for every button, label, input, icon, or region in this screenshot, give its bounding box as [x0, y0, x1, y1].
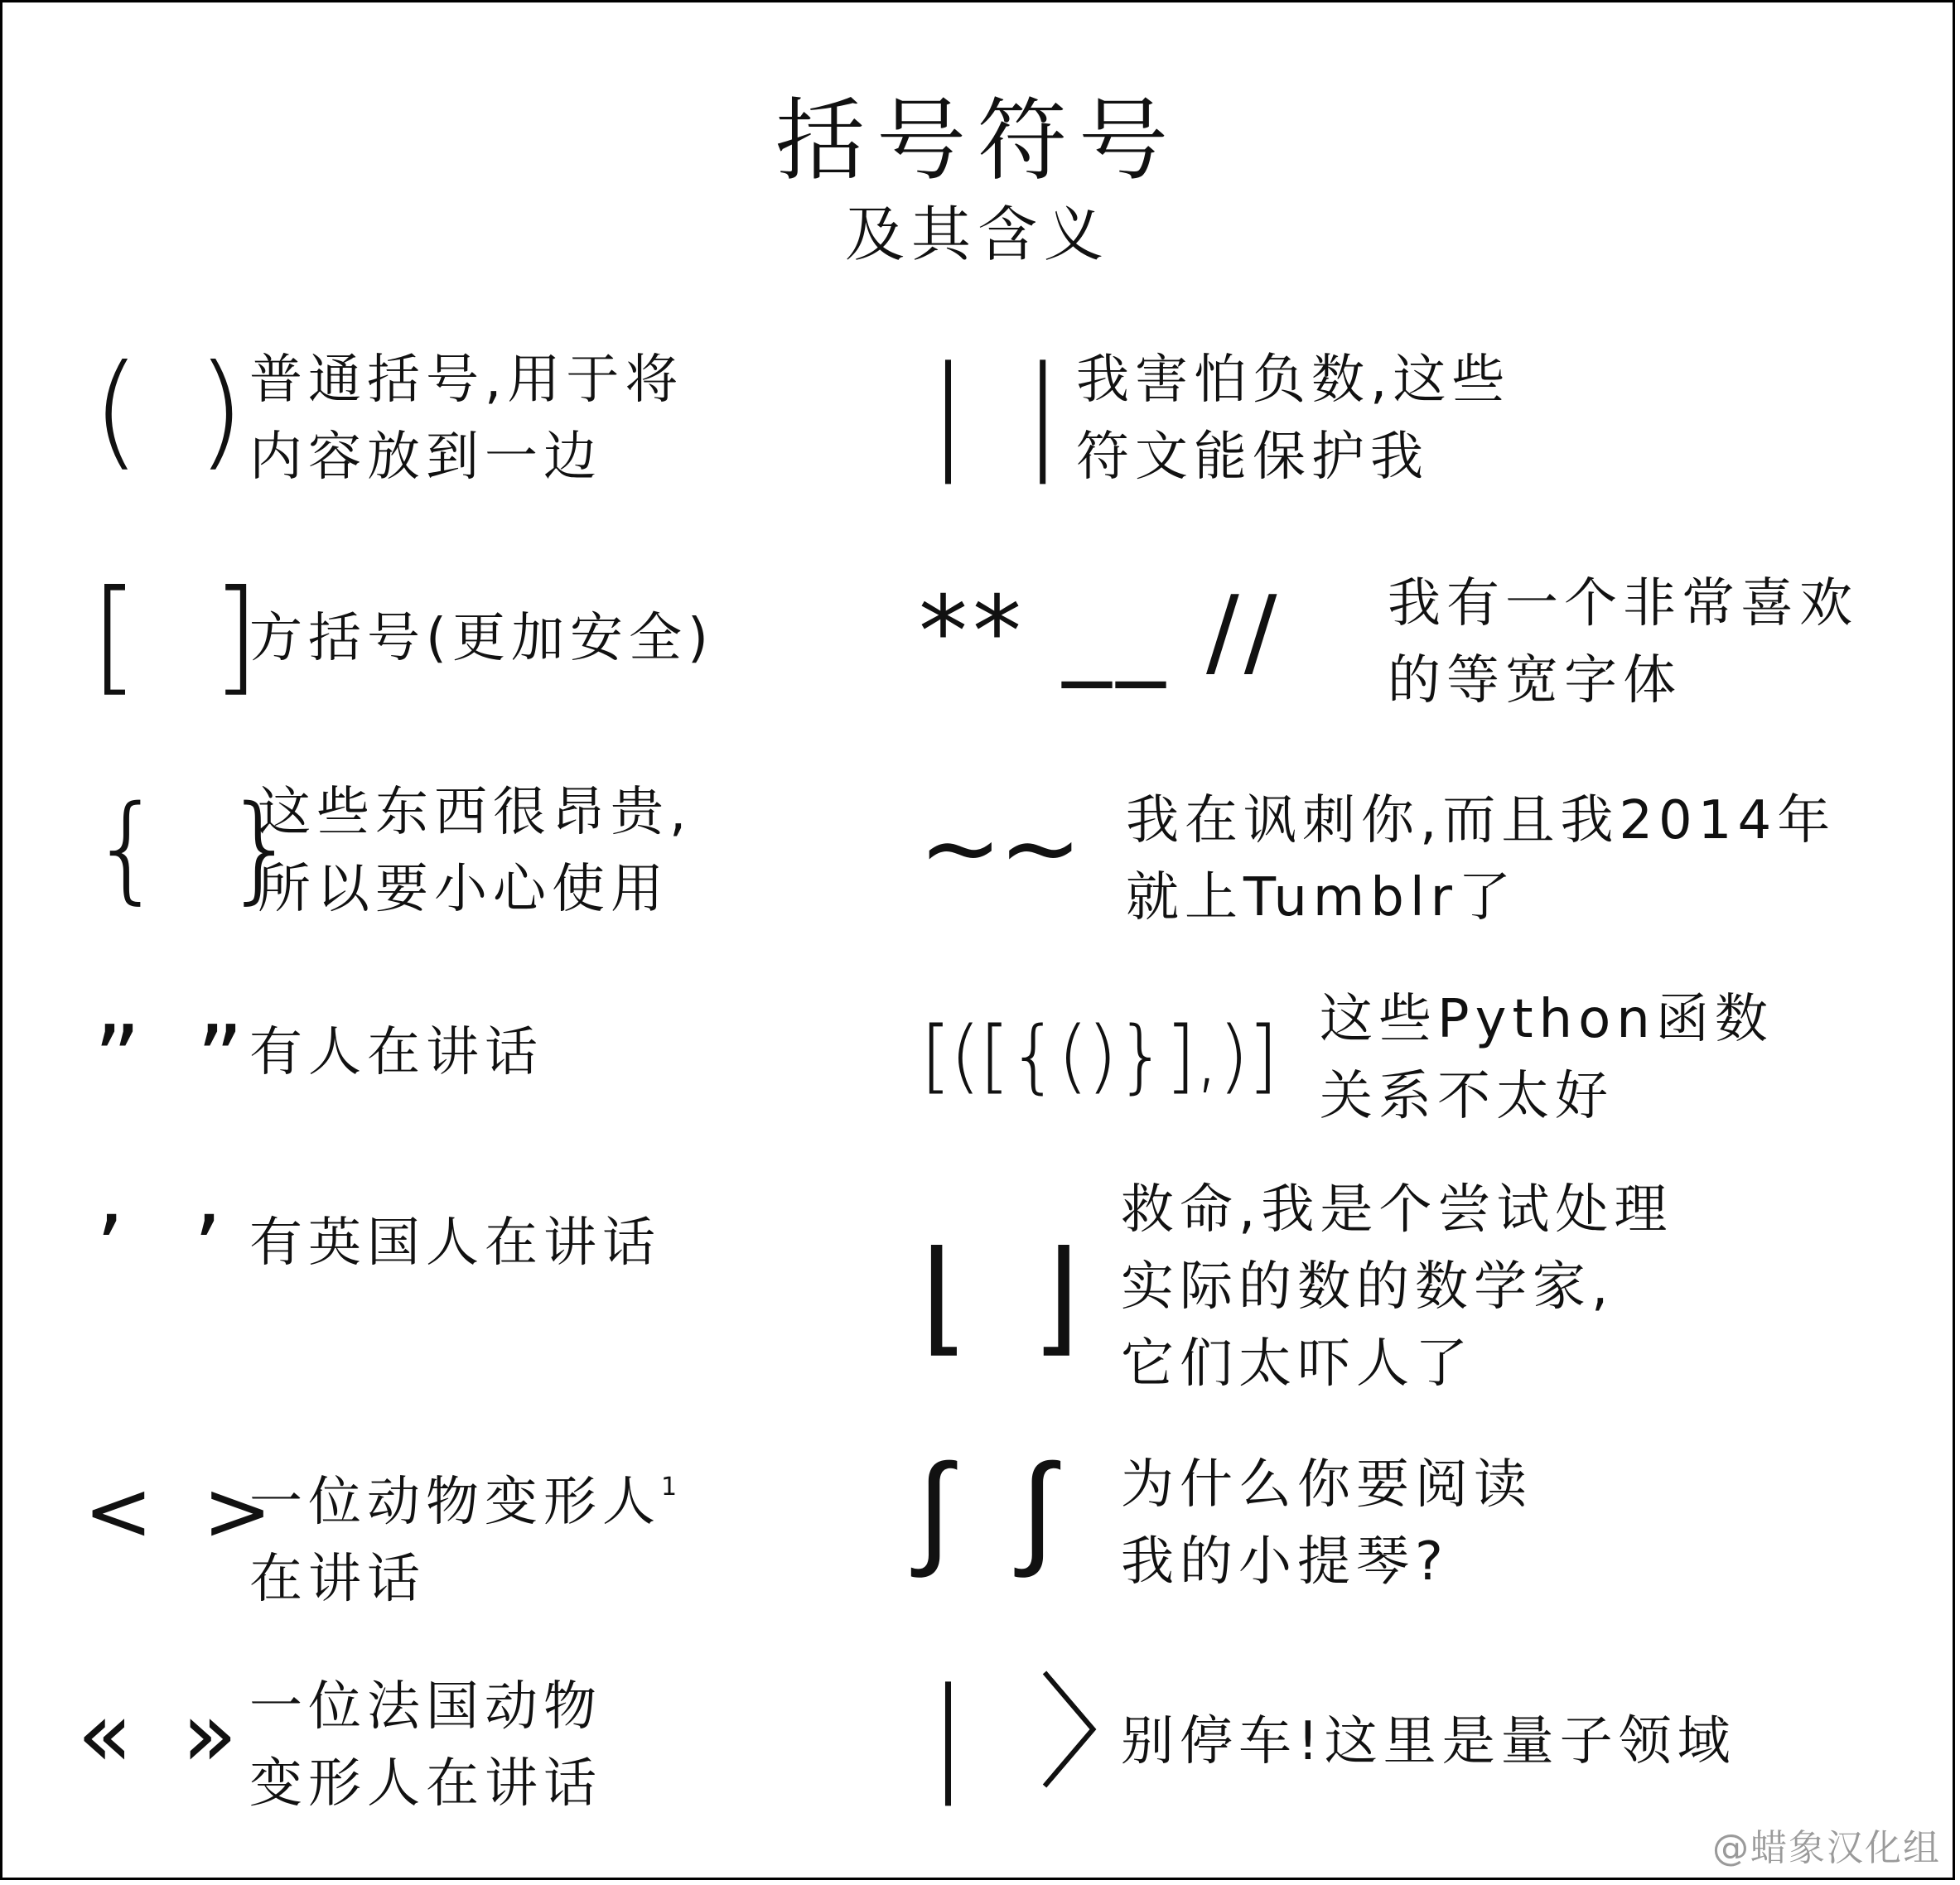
single-quotes-description [249, 1205, 661, 1282]
watermark-credit: @蜡象汉化组 [1712, 1827, 1941, 1869]
absolute-value-bars-symbol: | | [927, 340, 1070, 485]
description-line: 我的小提琴? [1121, 1531, 1449, 1593]
curly-braces-symbol: { } [90, 781, 310, 916]
description-line: 有英国人在讲话 [249, 1212, 661, 1274]
description-line: 这些东西很昂贵, [258, 782, 693, 843]
tildes-symbol: ~~ [919, 791, 1079, 906]
description-line: 在讲话 [249, 1549, 426, 1610]
description-line: 符文能保护我 [1076, 427, 1429, 488]
floor-brackets-symbol: ⌊ ⌋ [920, 1225, 1092, 1369]
single-quotes-symbol: ’ ’ [95, 1196, 242, 1302]
nested-brackets-description [1320, 981, 1774, 1135]
description-line: 别停车!这里是量子领域 [1121, 1711, 1736, 1772]
description-line: 有人在讲话 [249, 1022, 543, 1083]
description-line: 的等宽字体 [1388, 650, 1682, 711]
floor-brackets-description [1121, 1172, 1673, 1403]
description-line: 所以要小心使用 [258, 859, 669, 920]
square-brackets-description [249, 600, 714, 677]
ket-bracket-description [1121, 1704, 1736, 1781]
description-line: 变形人在讲话 [249, 1753, 602, 1815]
description-line: 一位法国动物 [249, 1676, 602, 1738]
angle-brackets-symbol: < > [84, 1463, 284, 1560]
page-subtitle: 及其含义 [844, 200, 1110, 269]
description-text: 一位动物变形人 [249, 1472, 661, 1533]
guillemets-symbol: « » [77, 1681, 248, 1787]
markdown-symbols: ** __ // [919, 574, 1282, 688]
integral-brackets-symbol: ∫ ∫ [917, 1437, 1069, 1581]
parentheses-description [249, 342, 683, 496]
description-line: 我害怕负数,这些 [1076, 350, 1511, 411]
description-line: 为什么你要阅读 [1121, 1454, 1533, 1516]
description-line: 我有一个非常喜欢 [1388, 573, 1858, 634]
nested-brackets-symbol: [([{()}],)] [920, 1010, 1277, 1102]
integral-brackets-description [1121, 1447, 1533, 1601]
description-line: 就上Tumblr了 [1126, 867, 1517, 928]
description-line: 实际的数的数学家, [1121, 1256, 1615, 1318]
footnote-marker: 1 [661, 1473, 678, 1502]
description-line: 救命,我是个尝试处理 [1121, 1179, 1673, 1241]
description-line: 它们太吓人了 [1121, 1333, 1474, 1395]
absolute-value-description [1076, 342, 1510, 496]
description-line: 普通括号,用于将 [249, 350, 684, 411]
double-quotes-symbol: ” ” [94, 1005, 257, 1111]
curly-braces-description [258, 774, 692, 928]
page-title: 括号符号 [775, 89, 1180, 193]
description-line: 这些Python函数 [1320, 989, 1774, 1050]
description-line [249, 1449, 677, 1541]
guillemets-description [249, 1669, 602, 1823]
description-line: 我在讽刺你,而且我2014年 [1126, 790, 1837, 851]
description-line: 关系不太好 [1320, 1066, 1614, 1127]
angle-brackets-description [249, 1449, 677, 1618]
description-line: 内容放到一边 [249, 427, 602, 488]
markdown-description [1388, 566, 1858, 720]
square-brackets-symbol: [ ] [90, 564, 277, 708]
parentheses-symbol: ( ) [92, 339, 253, 483]
tildes-description [1126, 783, 1836, 937]
ket-bracket-symbol: | 〉 [927, 1662, 1178, 1806]
double-quotes-description [249, 1015, 543, 1092]
description-line: 方括号(更加安全) [249, 608, 714, 669]
